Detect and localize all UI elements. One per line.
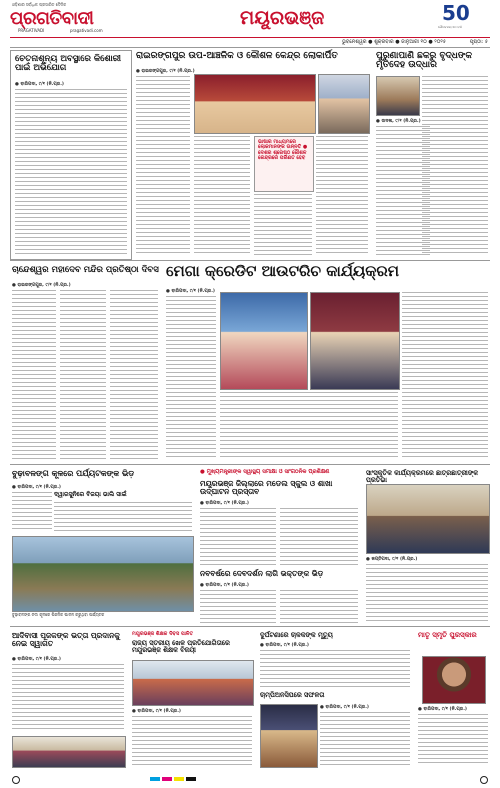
article-2-col1 xyxy=(136,76,190,256)
article-11-kicker: ମୟୂରଭଞ୍ଜ ଶିକ୍ଷକ ଦିବସ ପାଳିତ xyxy=(132,631,194,637)
article-8-col2 xyxy=(280,590,358,624)
article-6-headline[interactable]: ବୁଢ଼ାବଳଙ୍ଗ କୂଳରେ ପର୍ଯ୍ୟଟକଙ୍କ ଭିଡ଼ xyxy=(12,469,135,478)
issue-date: ଭୁବନେଶ୍ୱର ● ଶୁକ୍ରବାର ● ଜାନୁଆରୀ ୧୦ ● ୨୦୨୫ xyxy=(341,39,446,45)
article-3-photo xyxy=(376,76,420,116)
registration-mark-right xyxy=(480,776,488,784)
article-7-col1 xyxy=(200,508,276,566)
article-1 xyxy=(10,50,132,260)
article-12-headline[interactable]: ଦୁର୍ଘଟଣାରେ ଚାଳକଙ୍କ ମୃତ୍ୟୁ xyxy=(260,631,333,639)
article-7-col2 xyxy=(280,508,358,566)
article-1-body xyxy=(15,89,127,255)
article-13-byline: ● ବାରିପଦା, ୯/୧ (ନି.ପ୍ର.) xyxy=(320,705,369,710)
article-1-byline: ● ବାରିପଦା, ୯/୧ (ନି.ପ୍ର.) xyxy=(15,82,64,87)
article-12-byline: ● ବାରିପଦା, ୯/୧ (ନି.ପ୍ର.) xyxy=(260,643,309,648)
color-bar-magenta xyxy=(162,777,172,781)
article-4-col3 xyxy=(110,290,158,460)
article-8 xyxy=(198,570,360,624)
article-14-headline[interactable]: ମାତୃ ସ୍ମୃତି ପୁରସ୍କାର xyxy=(418,631,477,639)
website-url[interactable]: pragativadi.com xyxy=(70,28,103,33)
color-bar-cyan xyxy=(150,777,160,781)
logo-english: PRAGATIVADI xyxy=(18,28,45,33)
article-10 xyxy=(10,630,126,768)
dateline-bar xyxy=(10,37,490,48)
article-7-kicker: ● ମୁଖ୍ୟମନ୍ତ୍ରୀଙ୍କ ସ୍ୱାସ୍ଥ୍ୟ ସମୀକ୍ଷା ଓ ସାଂଗଠନିକ ପ୍ରଶିକ୍ଷଣ xyxy=(200,469,330,475)
masthead xyxy=(0,0,500,36)
article-3 xyxy=(374,50,490,258)
article-6-byline: ● ବାରିପଦା, ୯/୧ (ନି.ପ୍ର.) xyxy=(12,485,61,490)
anniversary-caption: ଗୌରବମୟ ୫୦ ବର୍ଷ xyxy=(438,25,462,29)
section-divider-2 xyxy=(10,464,490,465)
article-2-col3 xyxy=(254,194,312,256)
article-3-byline: ● ଉଦଳା, ୯/୧ (ନି.ପ୍ର.) xyxy=(376,119,421,124)
article-11-byline: ● ବାରିପଦା, ୯/୧ (ନି.ପ୍ର.) xyxy=(132,709,181,714)
article-2-photo-stage xyxy=(194,74,316,134)
article-9-headline[interactable]: ସାଂସ୍କୃତିକ କାର୍ଯ୍ୟକ୍ରମରେ ଛାତ୍ରଛାତ୍ରୀଙ୍କ ପ୍ରତିଭା xyxy=(366,469,479,484)
article-10-body xyxy=(12,664,124,732)
article-11-headline[interactable]: ରାଜ୍ୟ ସ୍ତରୀୟ ଖେଳ ପ୍ରତିଯୋଗିତାରେ ମୟୂରଭଞ୍ଜ ଶିକ୍ଷକ ବିଜୟୀ xyxy=(132,639,230,654)
article-2-photo-meeting xyxy=(318,74,370,134)
article-9-byline: ● କପ୍ତିପଦା, ୯/୧ (ନି.ପ୍ର.) xyxy=(366,557,418,562)
article-8-byline: ● ବାରିପଦା, ୯/୧ (ନି.ପ୍ର.) xyxy=(200,583,249,588)
article-5-col1 xyxy=(166,296,216,460)
article-7 xyxy=(198,468,360,568)
newspaper-logo[interactable]: ପ୍ରଗତିବାଦୀ xyxy=(10,8,94,29)
article-9-body xyxy=(366,564,488,622)
article-2-col4 xyxy=(316,136,368,256)
edition-title: ମୟୂରଭଞ୍ଜ xyxy=(240,7,325,29)
registration-mark-left xyxy=(12,776,20,784)
article-5-banner-headline[interactable]: ମେଗା କ୍ରେଡିଟ ଆଉଟରିଚ କାର୍ଯ୍ୟକ୍ରମ xyxy=(166,262,399,280)
article-14-body xyxy=(418,714,488,766)
article-2 xyxy=(134,50,370,258)
article-3-col2 xyxy=(422,76,488,256)
article-5-photo-hall xyxy=(310,292,400,390)
section-divider xyxy=(10,260,490,261)
article-12-body xyxy=(260,650,410,688)
masthead-tagline: ଓଡ଼ିଶାର ସର୍ବାଧିକ ପ୍ରସାରିତ ଦୈନିକ xyxy=(12,2,67,7)
article-13-photo xyxy=(260,704,318,768)
article-9 xyxy=(364,468,490,624)
article-4-col1 xyxy=(12,290,56,460)
article-11-body xyxy=(132,716,252,766)
article-14-byline: ● ବାରିପଦା, ୯/୧ (ନି.ପ୍ର.) xyxy=(418,707,467,712)
article-2-col2 xyxy=(194,136,250,256)
article-5 xyxy=(164,264,490,462)
article-13 xyxy=(258,692,412,768)
article-2-byline: ● ରାଇରଙ୍ଗପୁର, ୯/୧ (ନି.ପ୍ର.) xyxy=(136,69,195,74)
article-12 xyxy=(258,630,412,690)
anniversary-number: 50 xyxy=(442,1,470,25)
article-5-photo-event xyxy=(220,292,308,390)
article-2-highlight-text: ଭାଷାର ମାଧ୍ୟମରେ ଲୋକମାନଙ୍କ ଉନ୍ନତି ● ଦେଶର ଶ୍ରେଷ୍ଠ କୌଶଳ କେନ୍ଦ୍ରରେ ପରିଣତ ହେବ xyxy=(258,139,308,161)
article-11-photo xyxy=(132,660,254,706)
article-14-photo xyxy=(422,656,486,704)
article-1-headline[interactable]: ଚେତନାଶୂନ୍ୟ ଅବସ୍ଥାରେ କିଶୋରୀ ପାଇଁ ଅଭିଯୋଗ xyxy=(15,54,121,73)
article-5-byline: ● ବାରିପଦା, ୯/୧ (ନି.ପ୍ର.) xyxy=(166,289,215,294)
page-number: ପୃଷ୍ଠା: ୫ xyxy=(469,39,488,45)
article-6-caption: ବୁଢ଼ାବଳଙ୍ଗ ନଦୀ କୂଳରେ ପିକନିକ ପାଳନ କରୁଥିବା ପର୍ଯ୍ୟଟକ xyxy=(12,612,105,617)
article-6-col1 xyxy=(12,492,52,532)
anniversary-emblem xyxy=(438,1,482,31)
article-10-byline: ● ବାରିପଦା, ୯/୧ (ନି.ପ୍ର.) xyxy=(12,657,61,662)
article-7-byline: ● ବାରିପଦା, ୯/୧ (ନି.ପ୍ର.) xyxy=(200,501,249,506)
article-11 xyxy=(130,630,254,768)
article-7-headline[interactable]: ମୟୂରଭଞ୍ଜ ଜିଲ୍ଲାରେ ମଡେଲ ସ୍କୁଲ ଓ ଶାଖା ଉଦ୍‌ଘାଟନ ପ୍ରସ୍ତାବ xyxy=(200,479,333,496)
article-4 xyxy=(10,264,160,462)
color-bar-yellow xyxy=(174,777,184,781)
article-2-highlight-box xyxy=(254,136,314,192)
article-4-col2 xyxy=(60,290,106,460)
article-6-photo-river xyxy=(12,536,194,612)
article-3-headline[interactable]: ପୁରୁଣାପାଣି ଛକରୁ ବୃଦ୍ଧଙ୍କ ମୃତଦେହ ଉଦ୍ଧାର xyxy=(376,51,472,71)
article-8-headline[interactable]: ନବବର୍ଷରେ ଦେବଦର୍ଶନ ଲାଗି ଭକ୍ତଙ୍କ ଭିଡ଼ xyxy=(200,569,324,578)
print-registration-strip xyxy=(0,770,500,788)
article-5-col3 xyxy=(402,292,488,460)
article-4-byline: ● ରାଇରଙ୍ଗପୁର, ୯/୧ (ନି.ପ୍ର.) xyxy=(12,283,71,288)
article-10-headline[interactable]: ଆଦିବାସୀ ପୂଜକଙ୍କ ଭତ୍ତା ପ୍ରଦାନକୁ ନେଇ ସ୍ୱାଗତ xyxy=(12,631,120,648)
article-14 xyxy=(416,630,490,768)
article-13-body xyxy=(320,712,410,766)
article-10-photo xyxy=(12,736,126,768)
article-9-photo xyxy=(366,484,490,554)
article-4-headline[interactable]: ଚାନ୍ଦେଶ୍ୱର ମହାଦେବ ମନ୍ଦିର ପ୍ରତିଷ୍ଠା ଦିବସ xyxy=(12,265,159,275)
article-8-col1 xyxy=(200,590,276,624)
article-2-headline[interactable]: ରାଇରଙ୍ଗପୁର ଉପ-ଆଞ୍ଚଳିକ ଓ କୌଶଳ କେନ୍ଦ୍ର ଲୋକାର୍ପିତ xyxy=(136,51,338,61)
article-6-col2 xyxy=(54,502,192,532)
color-bar-black xyxy=(186,777,196,781)
article-13-headline[interactable]: ଚାମ୍ପିଅନସିପରେ ସଫଳତା xyxy=(260,691,325,699)
article-6-side-headline[interactable]: ଦ୍ୱାରସୁନିରେ ବିଜୟା ଭାଲି ସାଇଁ xyxy=(54,491,127,498)
article-6 xyxy=(10,468,194,624)
article-5-col2 xyxy=(220,392,398,460)
section-divider-3 xyxy=(10,626,490,627)
